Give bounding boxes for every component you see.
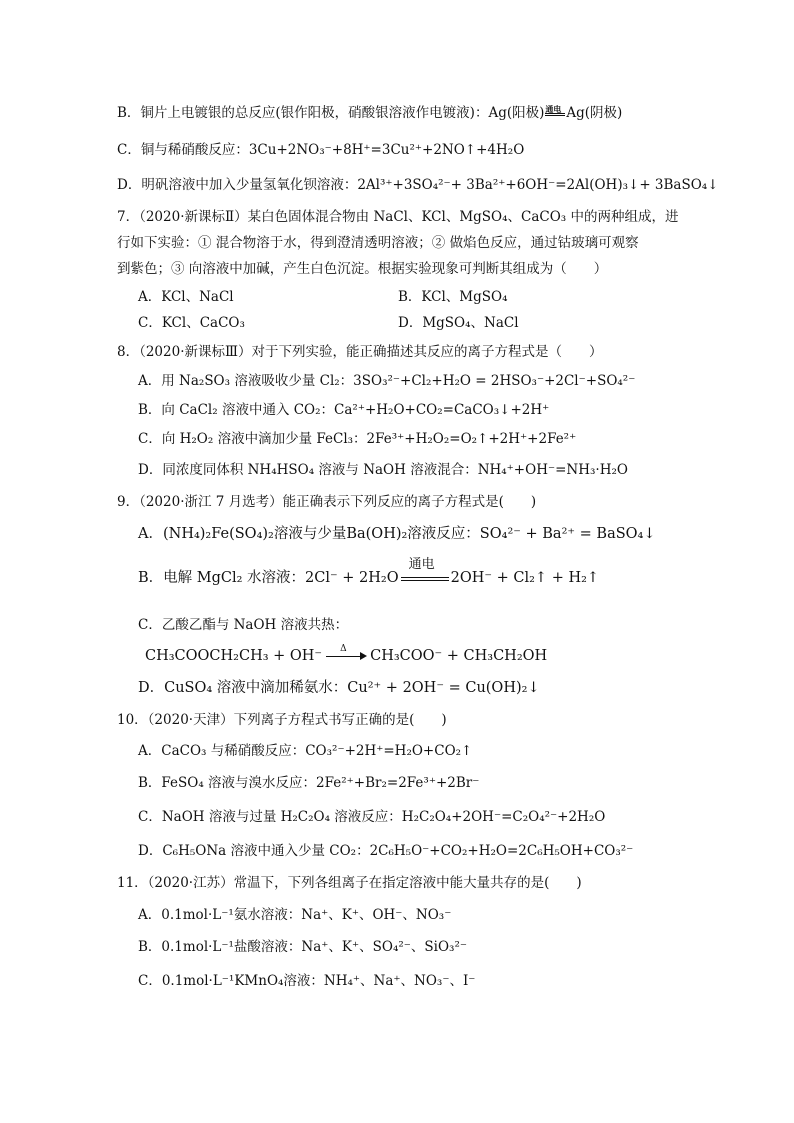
q9-option-c-equation [145, 646, 547, 666]
q8-option-b: B．向 CaCl₂ 溶液中通入 CO₂：Ca²⁺+H₂O+CO₂=CaCO₃↓+2H⁺ [138, 402, 550, 418]
q10-option-b: B．FeSO₄ 溶液与溴水反应：2Fe²⁺+Br₂=2Fe³⁺+2Br⁻ [138, 775, 480, 791]
q9-option-c: C．乙酸乙酯与 NaOH 溶液共热： [138, 617, 349, 633]
q11-option-a: A．0.1mol·L⁻¹氨水溶液：Na⁺、K⁺、OH⁻、NO₃⁻ [138, 907, 452, 923]
heat-arrow-icon: Δ [322, 646, 370, 666]
q6-option-b [117, 103, 622, 123]
q11-option-b: B．0.1mol·L⁻¹盐酸溶液：Na⁺、K⁺、SO₄²⁻、SiO₃²⁻ [138, 939, 467, 955]
q9-option-d: D．CuSO₄ 溶液中滴加稀氨水：Cu²⁺ + 2OH⁻ = Cu(OH)₂↓ [138, 680, 540, 696]
q6-option-b-end: Ag(阴极) [566, 105, 623, 121]
q10-stem: 10．（2020·天津）下列离子方程式书写正确的是( ) [117, 712, 447, 728]
q11-option-c: C．0.1mol·L⁻¹KMnO₄溶液：NH₄⁺、Na⁺、NO₃⁻、I⁻ [138, 973, 476, 989]
q9-option-c-products: CH₃COO⁻ + CH₃CH₂OH [370, 648, 548, 664]
q6-option-d: D．明矾溶液中加入少量氢氧化钡溶液：2Al³⁺+3SO₄²⁻+ 3Ba²⁺+6OH⁻=2Al(OH)₃↓+ 3BaSO₄↓ [117, 177, 719, 193]
q9-option-a: A．(NH₄)₂Fe(SO₄)₂溶液与少量Ba(OH)₂溶液反应：SO₄²⁻ + Ba²⁺ = BaSO₄↓ [138, 526, 656, 542]
electrolysis-arrow-icon: 通电 [544, 103, 566, 123]
q8-stem: 8．（2020·新课标Ⅲ）对于下列实验，能正确描述其反应的离子方程式是（ ） [117, 344, 603, 360]
q8-option-c: C．向 H₂O₂ 溶液中滴加少量 FeCl₃：2Fe³⁺+H₂O₂=O₂↑+2H⁺+2Fe²⁺ [138, 431, 577, 447]
q8-option-d: D．同浓度同体积 NH₄HSO₄ 溶液与 NaOH 溶液混合：NH₄⁺+OH⁻=NH₃·H₂O [138, 462, 628, 478]
q7-stem-line-2: 行如下实验：① 混合物溶于水，得到澄清透明溶液；② 做焰色反应，通过钴玻璃可观察 [117, 235, 639, 251]
q7-stem-line-3: 到紫色；③ 向溶液中加碱，产生白色沉淀。根据实验现象可判断其组成为（ ） [117, 261, 608, 277]
q6-option-c: C．铜与稀硝酸反应：3Cu+2NO₃⁻+8H⁺=3Cu²⁺+2NO↑+4H₂O [117, 142, 525, 158]
q7-stem-line-1: 7．（2020·新课标Ⅱ）某白色固体混合物由 NaCl、KCl、MgSO₄、CaCO₃ 中的两种组成，进 [117, 209, 679, 225]
q7-option-d: D．MgSO₄、NaCl [398, 315, 519, 331]
q9-option-c-reactants: CH₃COOCH₂CH₃ + OH⁻ [145, 648, 323, 664]
q9-option-b-post: 2OH⁻ + Cl₂↑ + H₂↑ [450, 570, 600, 586]
q9-option-b [138, 557, 600, 588]
q10-option-a: A．CaCO₃ 与稀硝酸反应：CO₃²⁻+2H⁺=H₂O+CO₂↑ [138, 743, 473, 759]
q8-option-a: A．用 Na₂SO₃ 溶液吸收少量 Cl₂：3SO₃²⁻+Cl₂+H₂O = 2HSO₃⁻+2Cl⁻+SO₄²⁻ [138, 373, 636, 389]
q7-option-c: C．KCl、CaCO₃ [138, 315, 245, 331]
q6-option-b-text: B．铜片上电镀银的总反应(银作阳极，硝酸银溶液作电镀液)：Ag(阳极) [117, 105, 545, 121]
q10-option-c: C．NaOH 溶液与过量 H₂C₂O₄ 溶液反应：H₂C₂O₄+2OH⁻=C₂O₄²⁻+2H₂O [138, 809, 606, 825]
q7-option-b: B．KCl、MgSO₄ [398, 289, 508, 305]
electrolysis-arrow-icon: 通电 [399, 568, 451, 588]
q7-option-a: A．KCl、NaCl [138, 289, 234, 305]
q10-option-d: D．C₆H₅ONa 溶液中通入少量 CO₂：2C₆H₅O⁻+CO₂+H₂O=2C₆H₅OH+CO₃²⁻ [138, 843, 634, 859]
q11-stem: 11．（2020·江苏）常温下，下列各组离子在指定溶液中能大量共存的是( ) [117, 875, 582, 891]
q9-stem: 9．（2020·浙江 7 月选考）能正确表示下列反应的离子方程式是( ) [117, 494, 537, 510]
q9-option-b-pre: B．电解 MgCl₂ 水溶液：2Cl⁻ + 2H₂O [138, 570, 399, 586]
